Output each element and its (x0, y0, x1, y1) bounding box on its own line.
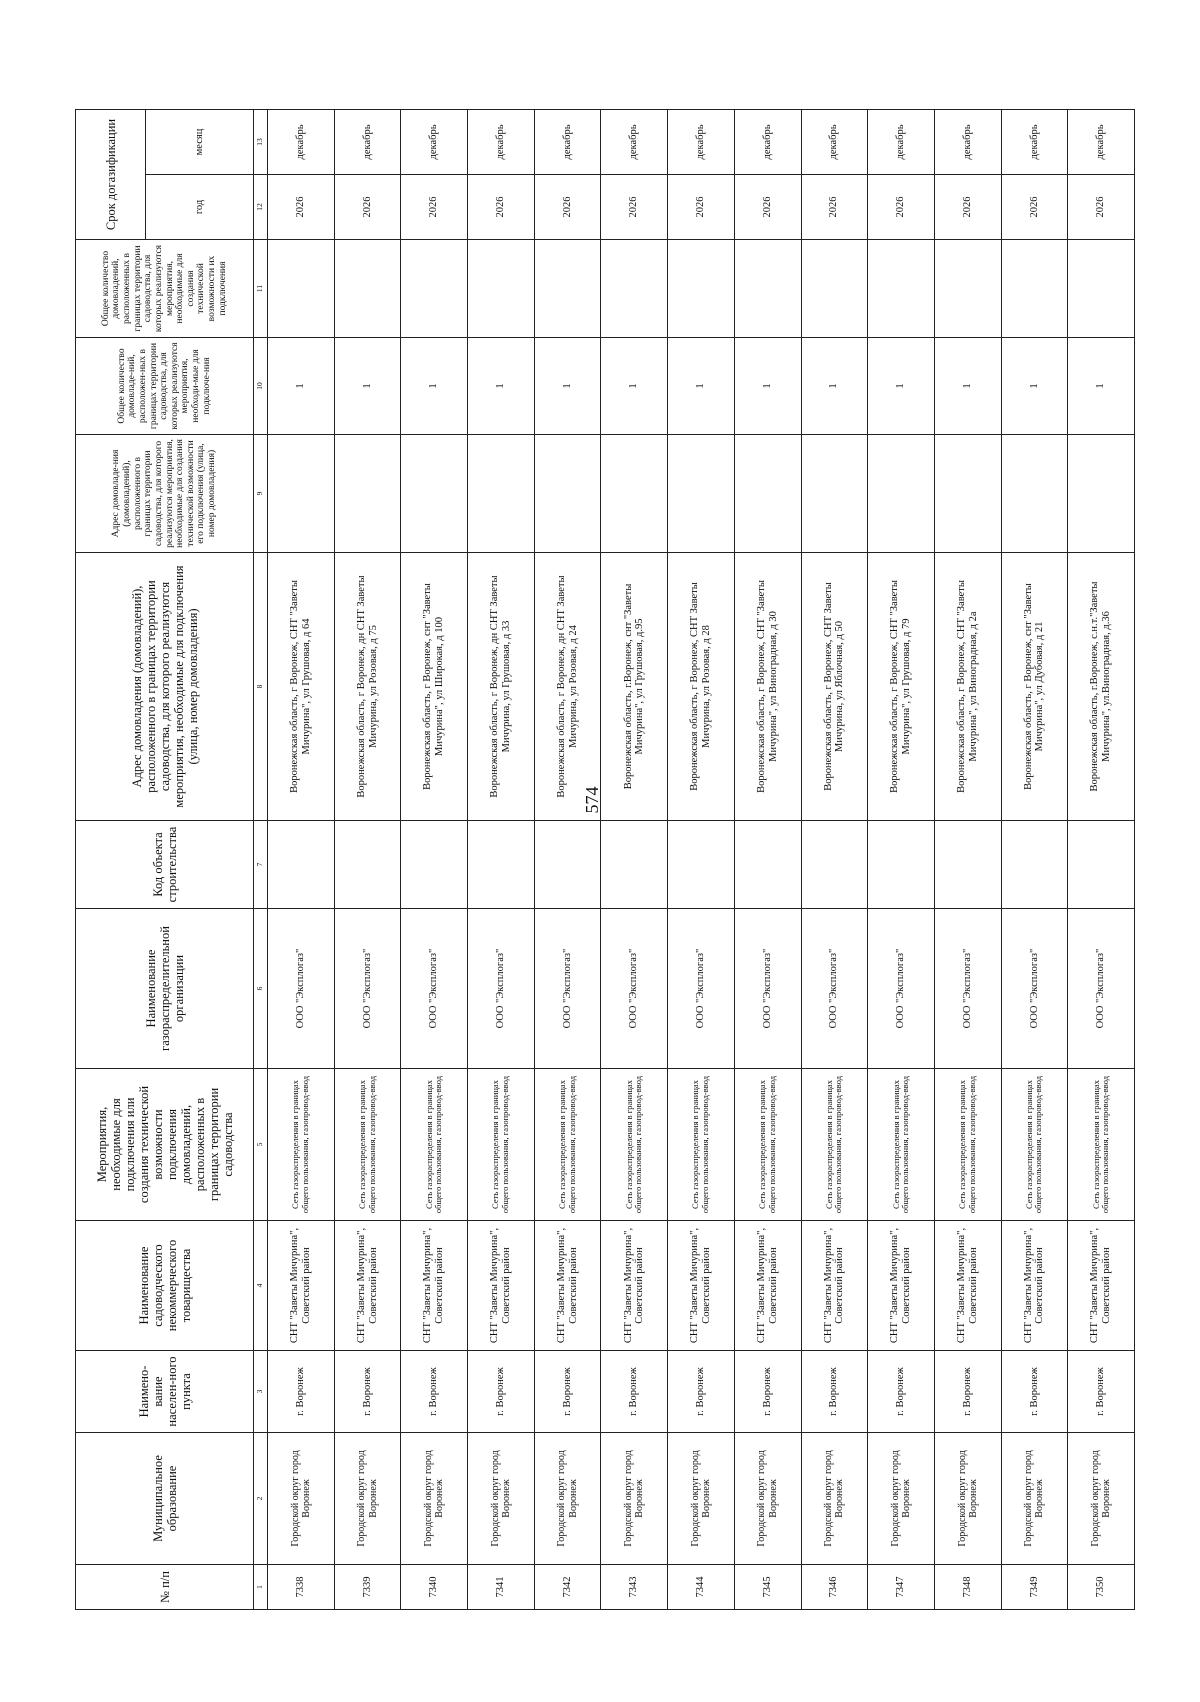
cell-address: Воронежская область, г Воронеж, дн СНТ Заветы Мичурина, ул Розовая, д 75 (334, 553, 401, 821)
cell-settlement: г. Воронеж (1068, 1351, 1135, 1433)
cell-month: декабрь (734, 110, 801, 175)
cell-year: 2026 (801, 175, 868, 240)
cell-address: Воронежская область, г Воронеж, СНТ Заветы Мичурина, ул Яблочная, д 50 (801, 553, 868, 821)
cell-settlement: г. Воронеж (801, 1351, 868, 1433)
header-snt: Наименование садоводческого некоммерческого товарищества (76, 1221, 254, 1351)
cell-count-tech (934, 240, 1001, 338)
cell-municipality: Городской округ город Воронеж (734, 1433, 801, 1565)
cell-count-tech (468, 240, 535, 338)
cell-snt: СНТ "Заветы Мичурина", Советский район (934, 1221, 1001, 1351)
cell-number: 7345 (734, 1565, 801, 1610)
cell-settlement: г. Воронеж (934, 1351, 1001, 1433)
cell-address: Воронежская область, г Воронеж, СНТ "Заветы Мичурина", ул Виноградная, д 30 (734, 553, 801, 821)
cell-measures: Сеть газораспределения в границах общего пользования, газопровод-ввод (334, 1069, 401, 1221)
cell-gas-org: ООО "Эксплогаз" (268, 909, 335, 1069)
cell-year: 2026 (534, 175, 601, 240)
cell-address-tech (468, 435, 535, 553)
cell-object-code (801, 821, 868, 909)
cell-snt: СНТ "Заветы Мичурина", Советский район (334, 1221, 401, 1351)
header-measures: Мероприятия, необходимые для подключения или создания технической возможности подключения домовладений, расположенных в границах территории садоводства (76, 1069, 254, 1221)
cell-address: Воронежская область, г Воронеж, СНТ "Заветы Мичурина", ул Виноградная, д 2а (934, 553, 1001, 821)
cell-address: Воронежская область, г Воронеж, СНТ Заветы Мичурина, ул Розовая, д 28 (668, 553, 735, 821)
cell-measures: Сеть газораспределения в границах общего пользования, газопровод-ввод (934, 1069, 1001, 1221)
cell-snt: СНТ "Заветы Мичурина", Советский район (1001, 1221, 1068, 1351)
cell-municipality: Городской округ город Воронеж (1068, 1433, 1135, 1565)
cell-snt: СНТ "Заветы Мичурина", Советский район (268, 1221, 335, 1351)
header-count-tech: Общее количество домовладений, расположенных в границах территории садоводства, для которых реализуются мероприятия, необходимые для создания технической возможности их подключения (76, 240, 254, 338)
cell-snt: СНТ "Заветы Мичурина", Советский район (1068, 1221, 1135, 1351)
cell-year: 2026 (334, 175, 401, 240)
cell-object-code (1001, 821, 1068, 909)
cell-object-code (468, 821, 535, 909)
cell-municipality: Городской округ город Воронеж (934, 1433, 1001, 1565)
table-row (468, 110, 535, 1610)
cell-number: 7344 (668, 1565, 735, 1610)
cell-settlement: г. Воронеж (468, 1351, 535, 1433)
cell-year: 2026 (868, 175, 935, 240)
table-row (1001, 110, 1068, 1610)
cell-gas-org: ООО "Эксплогаз" (734, 909, 801, 1069)
cell-gas-org: ООО "Эксплогаз" (868, 909, 935, 1069)
col-number: 9 (254, 435, 268, 553)
table-row (601, 110, 668, 1610)
cell-snt: СНТ "Заветы Мичурина", Советский район (401, 1221, 468, 1351)
cell-object-code (601, 821, 668, 909)
cell-snt: СНТ "Заветы Мичурина", Советский район (868, 1221, 935, 1351)
cell-settlement: г. Воронеж (734, 1351, 801, 1433)
cell-count-tech (868, 240, 935, 338)
cell-month: декабрь (268, 110, 335, 175)
cell-measures: Сеть газораспределения в границах общего пользования, газопровод-ввод (268, 1069, 335, 1221)
cell-count-connect: 1 (1001, 338, 1068, 435)
cell-number: 7346 (801, 1565, 868, 1610)
cell-year: 2026 (401, 175, 468, 240)
table-row (934, 110, 1001, 1610)
cell-number: 7338 (268, 1565, 335, 1610)
cell-municipality: Городской округ город Воронеж (334, 1433, 401, 1565)
col-number: 7 (254, 821, 268, 909)
cell-address-tech (801, 435, 868, 553)
cell-number: 7339 (334, 1565, 401, 1610)
cell-object-code (734, 821, 801, 909)
cell-count-tech (668, 240, 735, 338)
table-row (1068, 110, 1135, 1610)
cell-snt: СНТ "Заветы Мичурина", Советский район (668, 1221, 735, 1351)
cell-measures: Сеть газораспределения в границах общего пользования, газопровод-ввод (468, 1069, 535, 1221)
col-number: 6 (254, 909, 268, 1069)
cell-count-connect: 1 (468, 338, 535, 435)
cell-count-connect: 1 (734, 338, 801, 435)
cell-address-tech (868, 435, 935, 553)
cell-month: декабрь (934, 110, 1001, 175)
cell-gas-org: ООО "Эксплогаз" (1068, 909, 1135, 1069)
cell-municipality: Городской округ город Воронеж (801, 1433, 868, 1565)
cell-address: Воронежская область, г Воронеж, снт "Заветы Мичурина", ул Широкая, д 100 (401, 553, 468, 821)
table-row (401, 110, 468, 1610)
cell-number: 7350 (1068, 1565, 1135, 1610)
cell-address: Воронежская область, г.Воронеж, с.н.т."Заветы Мичурина", ул.Виноградная, д.36 (1068, 553, 1135, 821)
col-number: 3 (254, 1351, 268, 1433)
cell-address-tech (268, 435, 335, 553)
cell-gas-org: ООО "Эксплогаз" (1001, 909, 1068, 1069)
cell-month: декабрь (468, 110, 535, 175)
header-no: № п/п (76, 1565, 254, 1610)
cell-count-tech (534, 240, 601, 338)
table-row (668, 110, 735, 1610)
cell-gas-org: ООО "Эксплогаз" (934, 909, 1001, 1069)
cell-measures: Сеть газораспределения в границах общего пользования, газопровод-ввод (1068, 1069, 1135, 1221)
cell-address-tech (1068, 435, 1135, 553)
cell-number: 7340 (401, 1565, 468, 1610)
cell-measures: Сеть газораспределения в границах общего пользования, газопровод-ввод (1001, 1069, 1068, 1221)
header-count-connect: Общее количество домовладе-ний, расположен-ных в границах территории садоводства, для которых реализуются мероприятия, необходи-мые для подключе-ния (76, 338, 254, 435)
cell-address-tech (734, 435, 801, 553)
col-number: 4 (254, 1221, 268, 1351)
cell-municipality: Городской округ город Воронеж (868, 1433, 935, 1565)
cell-number: 7347 (868, 1565, 935, 1610)
rotated-table-sheet (75, 110, 1135, 1610)
cell-address: Воронежская область, г Воронеж, дн СНТ Заветы Мичурина, ул Розовая, д 24 (534, 553, 601, 821)
cell-measures: Сеть газораспределения в границах общего пользования, газопровод-ввод (534, 1069, 601, 1221)
cell-month: декабрь (334, 110, 401, 175)
header-address: Адрес домовладения (домовладений), расположенного в границах территории садоводства, для которого реализуются мероприятия, необходимые для подключения (улица, номер домовладения) (76, 553, 254, 821)
cell-measures: Сеть газораспределения в границах общего пользования, газопровод-ввод (801, 1069, 868, 1221)
page-number: 574 (582, 786, 602, 814)
cell-count-connect: 1 (268, 338, 335, 435)
cell-measures: Сеть газораспределения в границах общего пользования, газопровод-ввод (868, 1069, 935, 1221)
cell-number: 7348 (934, 1565, 1001, 1610)
table-row (868, 110, 935, 1610)
cell-month: декабрь (868, 110, 935, 175)
cell-address-tech (601, 435, 668, 553)
cell-year: 2026 (601, 175, 668, 240)
header-gas-org: Наименование газораспределительной организации (76, 909, 254, 1069)
table-row (734, 110, 801, 1610)
cell-month: декабрь (401, 110, 468, 175)
cell-object-code (401, 821, 468, 909)
col-number: 1 (254, 1565, 268, 1610)
cell-gas-org: ООО "Эксплогаз" (668, 909, 735, 1069)
cell-object-code (268, 821, 335, 909)
cell-gas-org: ООО "Эксплогаз" (601, 909, 668, 1069)
cell-address-tech (534, 435, 601, 553)
header-settlement: Наимено-вание населен-ного пункта (76, 1351, 254, 1433)
cell-address-tech (934, 435, 1001, 553)
header-year: год (146, 175, 254, 240)
cell-month: декабрь (1001, 110, 1068, 175)
cell-address-tech (401, 435, 468, 553)
cell-snt: СНТ "Заветы Мичурина", Советский район (468, 1221, 535, 1351)
cell-count-connect: 1 (334, 338, 401, 435)
cell-count-connect: 1 (934, 338, 1001, 435)
cell-snt: СНТ "Заветы Мичурина", Советский район (801, 1221, 868, 1351)
cell-municipality: Городской округ город Воронеж (601, 1433, 668, 1565)
cell-address: Воронежская область, г Воронеж, СНТ "Заветы Мичурина", ул Грушовая, д 79 (868, 553, 935, 821)
col-number: 13 (254, 110, 268, 175)
cell-address-tech (668, 435, 735, 553)
cell-year: 2026 (1001, 175, 1068, 240)
cell-count-tech (801, 240, 868, 338)
cell-snt: СНТ "Заветы Мичурина", Советский район (734, 1221, 801, 1351)
cell-count-tech (1001, 240, 1068, 338)
col-number: 2 (254, 1433, 268, 1565)
cell-object-code (668, 821, 735, 909)
cell-measures: Сеть газораспределения в границах общего пользования, газопровод-ввод (668, 1069, 735, 1221)
cell-gas-org: ООО "Эксплогаз" (334, 909, 401, 1069)
cell-count-connect: 1 (601, 338, 668, 435)
cell-municipality: Городской округ город Воронеж (401, 1433, 468, 1565)
cell-count-connect: 1 (534, 338, 601, 435)
cell-municipality: Городской округ город Воронеж (668, 1433, 735, 1565)
cell-gas-org: ООО "Эксплогаз" (534, 909, 601, 1069)
cell-settlement: г. Воронеж (601, 1351, 668, 1433)
cell-count-tech (401, 240, 468, 338)
cell-count-tech (334, 240, 401, 338)
cell-object-code (534, 821, 601, 909)
cell-count-connect: 1 (401, 338, 468, 435)
cell-year: 2026 (1068, 175, 1135, 240)
cell-number: 7349 (1001, 1565, 1068, 1610)
table-body (268, 110, 1135, 1610)
cell-year: 2026 (934, 175, 1001, 240)
cell-measures: Сеть газораспределения в границах общего пользования, газопровод-ввод (734, 1069, 801, 1221)
cell-object-code (1068, 821, 1135, 909)
cell-address: Воронежская область, г.Воронеж, снт "Заветы Мичурина", ул Грушовая, д.95 (601, 553, 668, 821)
table-row (334, 110, 401, 1610)
col-number: 12 (254, 175, 268, 240)
cell-gas-org: ООО "Эксплогаз" (468, 909, 535, 1069)
cell-settlement: г. Воронеж (668, 1351, 735, 1433)
cell-year: 2026 (268, 175, 335, 240)
cell-gas-org: ООО "Эксплогаз" (801, 909, 868, 1069)
header-object-code: Код объекта строительства (76, 821, 254, 909)
cell-object-code (334, 821, 401, 909)
cell-municipality: Городской округ город Воронеж (534, 1433, 601, 1565)
cell-count-tech (601, 240, 668, 338)
cell-address-tech (1001, 435, 1068, 553)
cell-year: 2026 (734, 175, 801, 240)
cell-settlement: г. Воронеж (401, 1351, 468, 1433)
cell-object-code (868, 821, 935, 909)
cell-count-tech (734, 240, 801, 338)
cell-settlement: г. Воронеж (534, 1351, 601, 1433)
cell-settlement: г. Воронеж (268, 1351, 335, 1433)
cell-snt: СНТ "Заветы Мичурина", Советский район (601, 1221, 668, 1351)
cell-municipality: Городской округ город Воронеж (1001, 1433, 1068, 1565)
cell-year: 2026 (468, 175, 535, 240)
cell-month: декабрь (801, 110, 868, 175)
cell-month: декабрь (601, 110, 668, 175)
cell-measures: Сеть газораспределения в границах общего пользования, газопровод-ввод (401, 1069, 468, 1221)
cell-count-connect: 1 (801, 338, 868, 435)
cell-number: 7342 (534, 1565, 601, 1610)
column-number-row (254, 110, 268, 1610)
gasification-table (75, 109, 1135, 1610)
cell-year: 2026 (668, 175, 735, 240)
header-municipality: Муниципальное образование (76, 1433, 254, 1565)
cell-municipality: Городской округ город Воронеж (468, 1433, 535, 1565)
table-row (534, 110, 601, 1610)
cell-count-connect: 1 (668, 338, 735, 435)
cell-settlement: г. Воронеж (868, 1351, 935, 1433)
cell-number: 7341 (468, 1565, 535, 1610)
cell-number: 7343 (601, 1565, 668, 1610)
col-number: 8 (254, 553, 268, 821)
cell-count-tech (1068, 240, 1135, 338)
table-row (268, 110, 335, 1610)
cell-address: Воронежская область, г Воронеж, СНТ "Заветы Мичурина", ул Грушовая, д 64 (268, 553, 335, 821)
cell-gas-org: ООО "Эксплогаз" (401, 909, 468, 1069)
header-month: месяц (146, 110, 254, 175)
cell-object-code (934, 821, 1001, 909)
col-number: 10 (254, 338, 268, 435)
cell-count-connect: 1 (1068, 338, 1135, 435)
cell-month: декабрь (1068, 110, 1135, 175)
cell-settlement: г. Воронеж (334, 1351, 401, 1433)
cell-count-connect: 1 (868, 338, 935, 435)
cell-month: декабрь (534, 110, 601, 175)
col-number: 5 (254, 1069, 268, 1221)
cell-address: Воронежская область, г Воронеж, снт "Заветы Мичурина", ул Дубовая, д 21 (1001, 553, 1068, 821)
cell-address-tech (334, 435, 401, 553)
table-header (76, 110, 268, 1610)
header-term: Срок догазификации (76, 110, 146, 240)
cell-municipality: Городской округ город Воронеж (268, 1433, 335, 1565)
col-number: 11 (254, 240, 268, 338)
cell-snt: СНТ "Заветы Мичурина", Советский район (534, 1221, 601, 1351)
cell-address: Воронежская область, г Воронеж, дн СНТ Заветы Мичурина, ул Грушовая, д 33 (468, 553, 535, 821)
cell-settlement: г. Воронеж (1001, 1351, 1068, 1433)
header-address-tech: Адрес домовладе-ния (домовладений), расположенного в границах территории садоводства, для которого реализуются мероприятия, необходимые для создания технической возможности его подключения (улица, номер домовладения) (76, 435, 254, 553)
cell-measures: Сеть газораспределения в границах общего пользования, газопровод-ввод (601, 1069, 668, 1221)
table-row (801, 110, 868, 1610)
cell-month: декабрь (668, 110, 735, 175)
cell-count-tech (268, 240, 335, 338)
